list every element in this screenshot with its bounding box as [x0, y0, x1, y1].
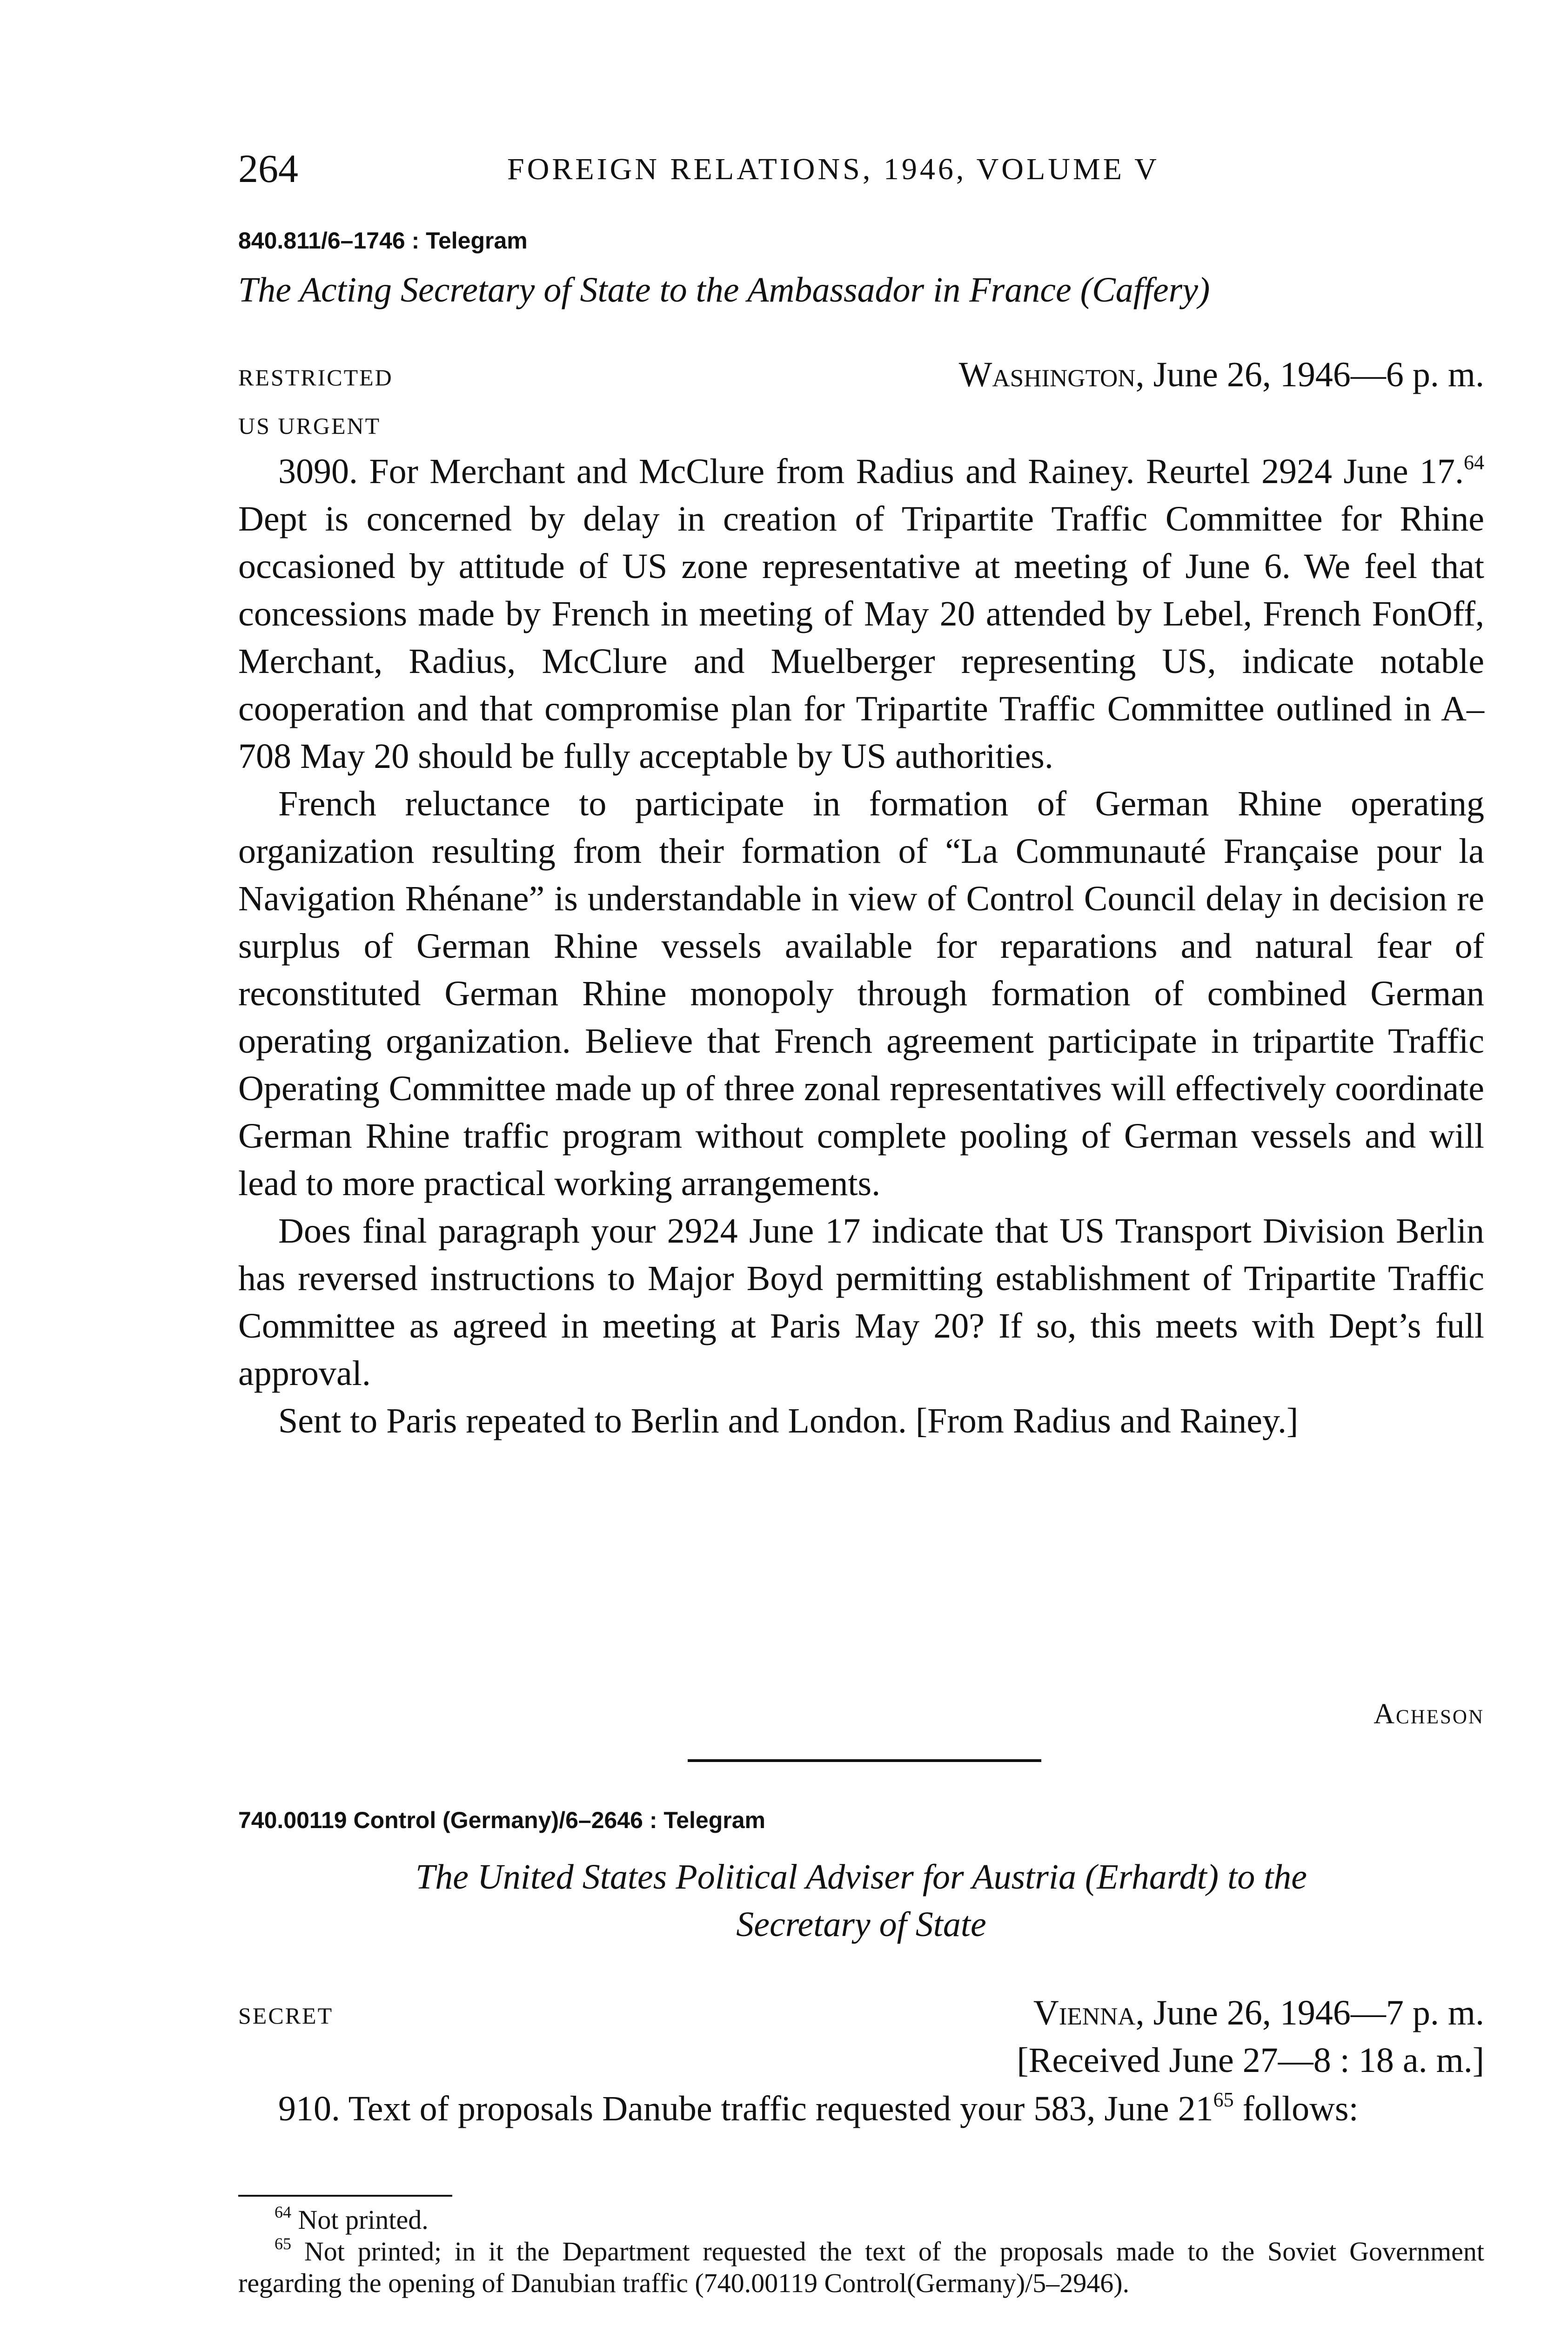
doc2-file-number: 740.00119 Control (Germany)/6–2646 : Telegram: [238, 1807, 765, 1833]
doc2-heading-line-2: Secretary of State: [736, 1905, 986, 1944]
doc1-dateline-date: , June 26, 1946—6 p. m.: [1135, 355, 1484, 394]
doc1-dateline: [791, 355, 1484, 395]
footnote-rule: [238, 2195, 452, 2197]
footnote-64: $^{64}$ Not printed.: [275, 2203, 429, 2235]
section-divider: [688, 1759, 1041, 1762]
footnote-ref-64: 64: [1464, 451, 1484, 474]
doc1-paragraph-3: Does final paragraph your 2924 June 17 indicate that US Transport Division Berlin has reversed instructions to Major Boyd permitting establishment of Tripartite Traffic Committee as agreed in meeting at Paris May 20? If so, this meets with Dept’s full approval.: [238, 1211, 1484, 1393]
doc2-dateline: [791, 1993, 1484, 2033]
doc1-paragraph-1: 3090. For Merchant and McClure from Radius and Rainey. Reurtel 2924 June 17.64 Dept is concerned by delay in creation of Tripartite Traffic Committee for Rhine occasioned by attitude of US zone representative at meeting of June 6. We feel that concessions made by French in meeting of May 20 attended by Lebel, French FonOff, Merchant, Radius, McClure and Muelberger representing US, indicate notable cooperation and that compromise plan for Tripartite Traffic Committee outlined in A–708 May 20 should be fully acceptable by US authorities.: [238, 451, 1484, 776]
doc1-heading: The Acting Secretary of State to the Ambassador in France (Caffery): [238, 270, 1210, 309]
footnote-ref-65: 65: [1213, 2088, 1234, 2111]
running-head: [238, 145, 1374, 196]
footnotes: [238, 2204, 1484, 2299]
doc1-signature: Acheson: [1374, 1698, 1484, 1730]
doc2-received: [Received June 27—8 : 18 a. m.]: [1017, 2041, 1484, 2080]
doc2-body: [238, 2085, 1484, 2132]
doc1-body: [238, 448, 1484, 1445]
doc2-heading-line-1: The United States Political Adviser for Austria (Erhardt) to the: [415, 1857, 1307, 1897]
page-number: 264: [238, 146, 298, 191]
doc2-classification: SECRET: [238, 2003, 334, 2029]
doc2-dateline-place: Vienna: [1033, 1993, 1136, 2032]
running-title: FOREIGN RELATIONS, 1946, VOLUME V: [507, 152, 1159, 186]
doc1-file-number: 840.811/6–1746 : Telegram: [238, 228, 528, 254]
footnote-65: $^{65}$ Not printed; in it the Department requested the text of the proposals made to the Soviet Government regarding the opening of Danubian traffic (740.00119 Control(Germany)/5–2946).: [238, 2234, 1484, 2298]
doc1-dateline-place: Washington: [958, 355, 1136, 394]
doc1-paragraph-4: Sent to Paris repeated to Berlin and London. [From Radius and Rainey.]: [278, 1401, 1299, 1440]
doc1-urgency: US URGENT: [238, 413, 381, 439]
doc1-paragraph-2: French reluctance to participate in formation of German Rhine operating organization resulting from their formation of “La Communauté Française pour la Navigation Rhénane” is understandable in view of Control Council delay in decision re surplus of German Rhine vessels available for reparations and natural fear of reconstituted German Rhine monopoly through formation of combined German operating organization. Believe that French agreement participate in tripartite Traffic Operating Committee made up of three zonal representatives will effectively coordinate German Rhine traffic program without complete pooling of German vessels and will lead to more practical working arrangements.: [238, 784, 1484, 1203]
doc2-paragraph-1: 910. Text of proposals Danube traffic requested your 583, June $21^{65}$ follows:: [278, 2088, 1359, 2128]
doc1-classification: RESTRICTED: [238, 364, 393, 390]
doc2-dateline-date: , June 26, 1946—7 p. m.: [1135, 1993, 1484, 2032]
